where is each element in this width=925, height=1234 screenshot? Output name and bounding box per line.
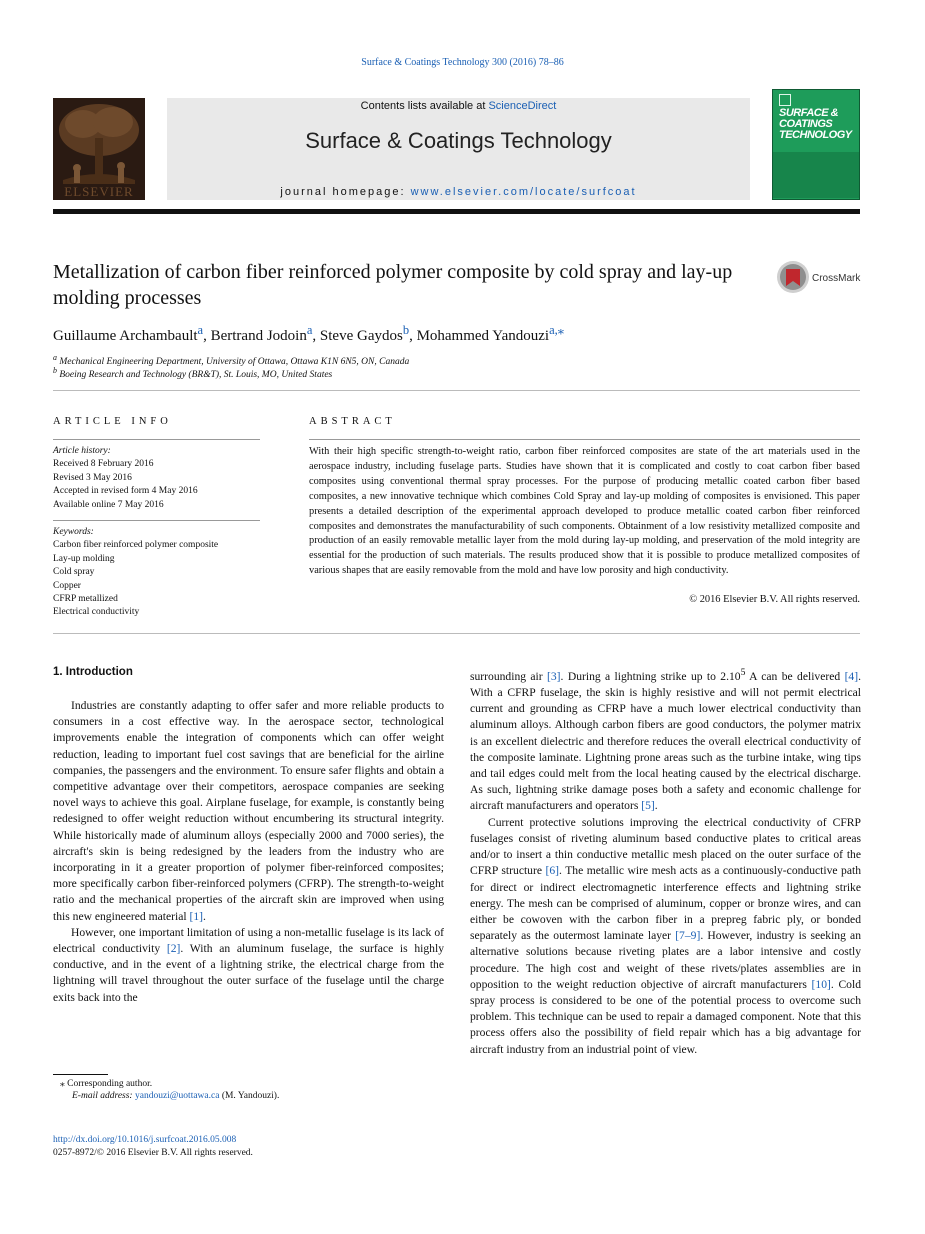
cover-title: SURFACE & COATINGS TECHNOLOGY [779,107,852,141]
article-title: Metallization of carbon fiber reinforced polymer composite by cold spray and lay-up molding processes [53,261,733,309]
keyword: Copper [53,580,81,591]
email-label: E-mail address: [72,1091,135,1101]
paragraph-text: . With a CFRP fuselage, the skin is highly resistive and will not permit electrical current and grounding as CFRP have a much lower electrical conductivity than aluminum alloys. Although carbon fibers are good conductors, the polymer matrix is an excellent dielectric and therefore reduces the overall electrical conductivity of the composite laminate. Lightning prone areas such as the turbine intake, wing tips and tail edges could melt from the local heating caused by the electrical discharge. As such, lightning strike damage poses both a safety and economic challenge for aircraft manufacturers and operators [470,669,861,813]
citation-link[interactable]: [1] [189,909,204,923]
article-info-heading: ARTICLE INFO [53,416,172,427]
divider [309,439,860,440]
doi-link[interactable]: http://dx.doi.org/10.1016/j.surfcoat.2016.05.008 [53,1135,237,1145]
affiliation-text: Boeing Research and Technology (BR&T), St. Louis, MO, United States [59,370,333,381]
paragraph-text: surrounding air [470,669,548,683]
keyword: Cold spray [53,567,95,578]
author-name: Guillaume Archambault [53,328,198,344]
superscript: 5 [740,667,746,678]
keyword: Electrical conductivity [53,607,140,618]
history-item: Accepted in revised form 4 May 2016 [53,486,198,497]
author-affiliation-mark[interactable]: a,⁎ [549,323,564,337]
journal-banner [167,98,750,200]
footnote-text: Corresponding author. [67,1079,153,1089]
keyword-list [53,526,263,620]
abstract-heading: ABSTRACT [309,416,396,427]
paragraph-text: . With an aluminum fuselage, the surface is highly conductive, and in the event of a lightning strike, the electrical charge from the lightning will travel throughout the outer surface of the fuselage until the charge exits back into the [53,942,445,1004]
keywords-label: Keywords: [53,527,94,537]
issn-line: 0257-8972/© 2016 Elsevier B.V. All rights reserved. [53,1148,253,1158]
article-history [53,445,263,512]
author-affiliation-mark[interactable]: a [197,323,204,337]
email-link[interactable]: yandouzi@uottawa.ca [134,1091,220,1101]
journal-homepage [167,186,750,198]
paragraph: surrounding air [3]. During a lightning strike up to 2.10$^5$ A can be delivered [4]. With a CFRP fuselage, the skin is highly resistive and will not permit electrical current and grounding as CFRP have a much lower electrical conductivity than aluminum alloys. Although carbon fibers are good conductors, the polymer matrix is an excellent dielectric and therefore reduces the overall electrical conductivity of the composite laminate. Lightning prone areas such as the turbine intake, wing tips and tail edges could melt from the local heating caused by the electrical discharge. As such, lightning strike damage poses both a safety and economic challenge for aircraft manufacturers and operators [5]. [470,667,861,813]
divider [53,390,860,391]
abstract-text: With their high specific strength-to-weight ratio, carbon fiber reinforced composites are state of the art materials used in the aerospace industry, including fuselage parts. Studies have shown that it is complicated and costly to coat carbon fiber based composites using conventional thermal spray processes. For the purpose of producing metallic coated carbon fiber based composites, a new innovative technique which combines Cold Spray and lay-up molding of composites is envisioned. This paper presents a detailed description of the experimental approach developed to produce metallic coated carbon fiber reinforced composites and demonstrates the manufacturability of such components. Obtainment of a low resistivity metallized composite and production of an easily removable metallic layer from the mold during lay-up molding, and preservation of the mold integrity are essential for the production of such materials. The results produced show that it is possible to produce metallized composites of various shapes that are easily removable from the mold and have low porosity and high conductivity. [309,446,860,577]
citation-link[interactable]: [5] [641,799,655,813]
paragraph [470,815,861,1058]
footnote-rule [53,1074,108,1075]
crossmark-icon [776,260,810,294]
crossmark-badge[interactable] [776,260,866,296]
contents-line [167,100,750,112]
paragraph-text: Current protective solutions improving the electrical conductivity of CFRP fuselages consist of riveting aluminum based conductive plates to critical areas and/or to insert a thin conductive metallic mesh placed on the outer surface of the CFRP structure [470,815,861,878]
contents-prefix: Contents lists available at [360,100,489,112]
footnote-corresponding: ⁎ Corresponding author. [60,1079,153,1089]
paragraph: Industries are constantly adapting to offer safer and more reliable products to consumers in a cost effective way. In the aerospace sector, technological improvements enable the integration of components which can offer weight reduction, leading to important fuel cost savings that are beneficial for the airline companies, the passengers and the environment. To ensure safer flights and obtain a competitive advantage over their competitors, aerospace companies are seeking novel ways to achieve this goal. Airplane fuselage, for example, is constantly being redesigned to offer weight reduction without encumbering its structural integrity. While historically made of aluminum alloys (especially 2000 and 7000 series), the aircraft's skin is being redesigned by the leaders from the industry who are incorporating in it a greater proportion of polymer fiber-reinforced composites; more specifically carbon fiber-reinforced polymers (CFRP). The strength-to-weight ratio and the mechanical properties of the aircraft skin are improved when using this new engineered material [1]. [53,699,444,923]
publisher-wordmark: ELSEVIER [64,184,134,199]
citation-link[interactable]: [3] [547,669,561,683]
history-label: Article history: [53,446,111,456]
sciencedirect-link[interactable]: ScienceDirect [488,100,557,112]
divider [53,439,260,440]
citation-link[interactable]: [6] [545,864,560,878]
author-affiliation-mark[interactable]: b [402,323,410,337]
cover-band [773,152,859,198]
citation-link[interactable]: [7–9] [675,929,701,943]
divider [53,520,260,521]
author-list: Guillaume Archambault$^a$, Bertrand Jodoin$^a$, Steve Gaydos$^b$, Mohammed Yandouzi$^{a,⁎}$ [53,323,564,344]
email-suffix: (M. Yandouzi). [219,1091,280,1101]
affiliation-mark: a [53,353,57,362]
paragraph [53,925,444,1006]
elsevier-logo [53,98,145,200]
paragraph-text: . However, industry is seeking an alternative solutions because riveting plates are a labor intensive and costly procedure. The high cost and weight of these rivets/plates assemblies are in opposition to the weight reduction objective of aircraft manufacturers [470,929,861,991]
body-column-right [470,665,861,1058]
keyword: CFRP metallized [53,594,118,605]
paragraph-text: . During a lightning strike up to 2.10 [560,669,741,683]
keyword: Lay-up molding [53,553,115,564]
journal-name: Surface & Coatings Technology [305,128,612,153]
footnote-email [72,1091,279,1101]
paragraph-text: A can be delivered [745,669,845,683]
cover-badge-icon [779,94,791,106]
paragraph-text: . The metallic wire mesh acts as a continuously-conductive path for direct or indirect electromagnetic interference effects and lightning strike energy. The mesh can be comprised of aluminum, copper or bronze wires, and can either be cowoven with the carbon fiber in a prepreg fabric ply, or bonded separately as the outermost laminate layer [470,864,861,943]
paragraph-text: Industries are constantly adapting to offer safer and more reliable products to consumers in a cost effective way. In the aerospace sector, technological improvements enable the integration of components which can offer weight reduction, leading to important fuel cost savings that are beneficial for the airline companies, the passengers and the environment. To ensure safer flights and obtain a competitive advantage over their competitors, aerospace companies are seeking novel ways to achieve this goal. Airplane fuselage, for example, is constantly being redesigned to offer weight reduction without encumbering its structural integrity. While historically made of aluminum alloys (especially 2000 and 7000 series), the aircraft's skin is being redesigned by the leaders from the industry who are incorporating in it a greater proportion of polymer fiber-reinforced composites; more specifically carbon fiber-reinforced polymers (CFRP). The strength-to-weight ratio and the mechanical properties of the aircraft skin are improved when using this new engineered material [53,699,444,923]
history-item: Revised 3 May 2016 [53,472,132,483]
citation-link[interactable]: [10] [811,977,831,991]
header-rule [53,209,860,214]
paragraph-text: However, one important limitation of using a non-metallic fuselage is its lack of electrical conductivity [53,925,444,956]
citation-link[interactable]: [4] [844,669,859,683]
author-name: Steve Gaydos [319,328,403,344]
affiliation-b [53,366,332,380]
homepage-prefix: journal homepage: [280,186,411,198]
paragraph-text: . Cold spray process is considered to be one of the potential process to overcome such problem. This technique can be used to repair a damaged component. Note that this process offers also the possibility of field repair which has a big advantage for aircraft industry from an industrial point of view. [470,977,861,1056]
homepage-link[interactable]: www.elsevier.com/locate/surfcoat [410,186,637,198]
section-heading-introduction: 1. Introduction [53,666,133,678]
author-affiliation-mark[interactable]: a [306,323,313,337]
history-item: Received 8 February 2016 [53,459,154,470]
affiliation-text: Mechanical Engineering Department, University of Ottawa, Ottawa K1N 6N5, ON, Canada [59,357,410,368]
body-column-left [53,698,444,1006]
crossmark-label: CrossMark [812,273,861,284]
affiliation-mark: b [53,366,57,375]
author-name: Bertrand Jodoin [210,328,307,344]
divider [53,633,860,634]
abstract-copyright: © 2016 Elsevier B.V. All rights reserved. [689,594,860,605]
keyword: Carbon fiber reinforced polymer composite [53,540,219,551]
citation-link[interactable]: [2] [166,942,181,956]
author-name: Mohammed Yandouzi [416,328,550,344]
history-item: Available online 7 May 2016 [53,499,164,510]
journal-reference[interactable]: Surface & Coatings Technology 300 (2016) 78–86 [361,57,564,68]
journal-cover-thumbnail[interactable] [772,89,860,200]
